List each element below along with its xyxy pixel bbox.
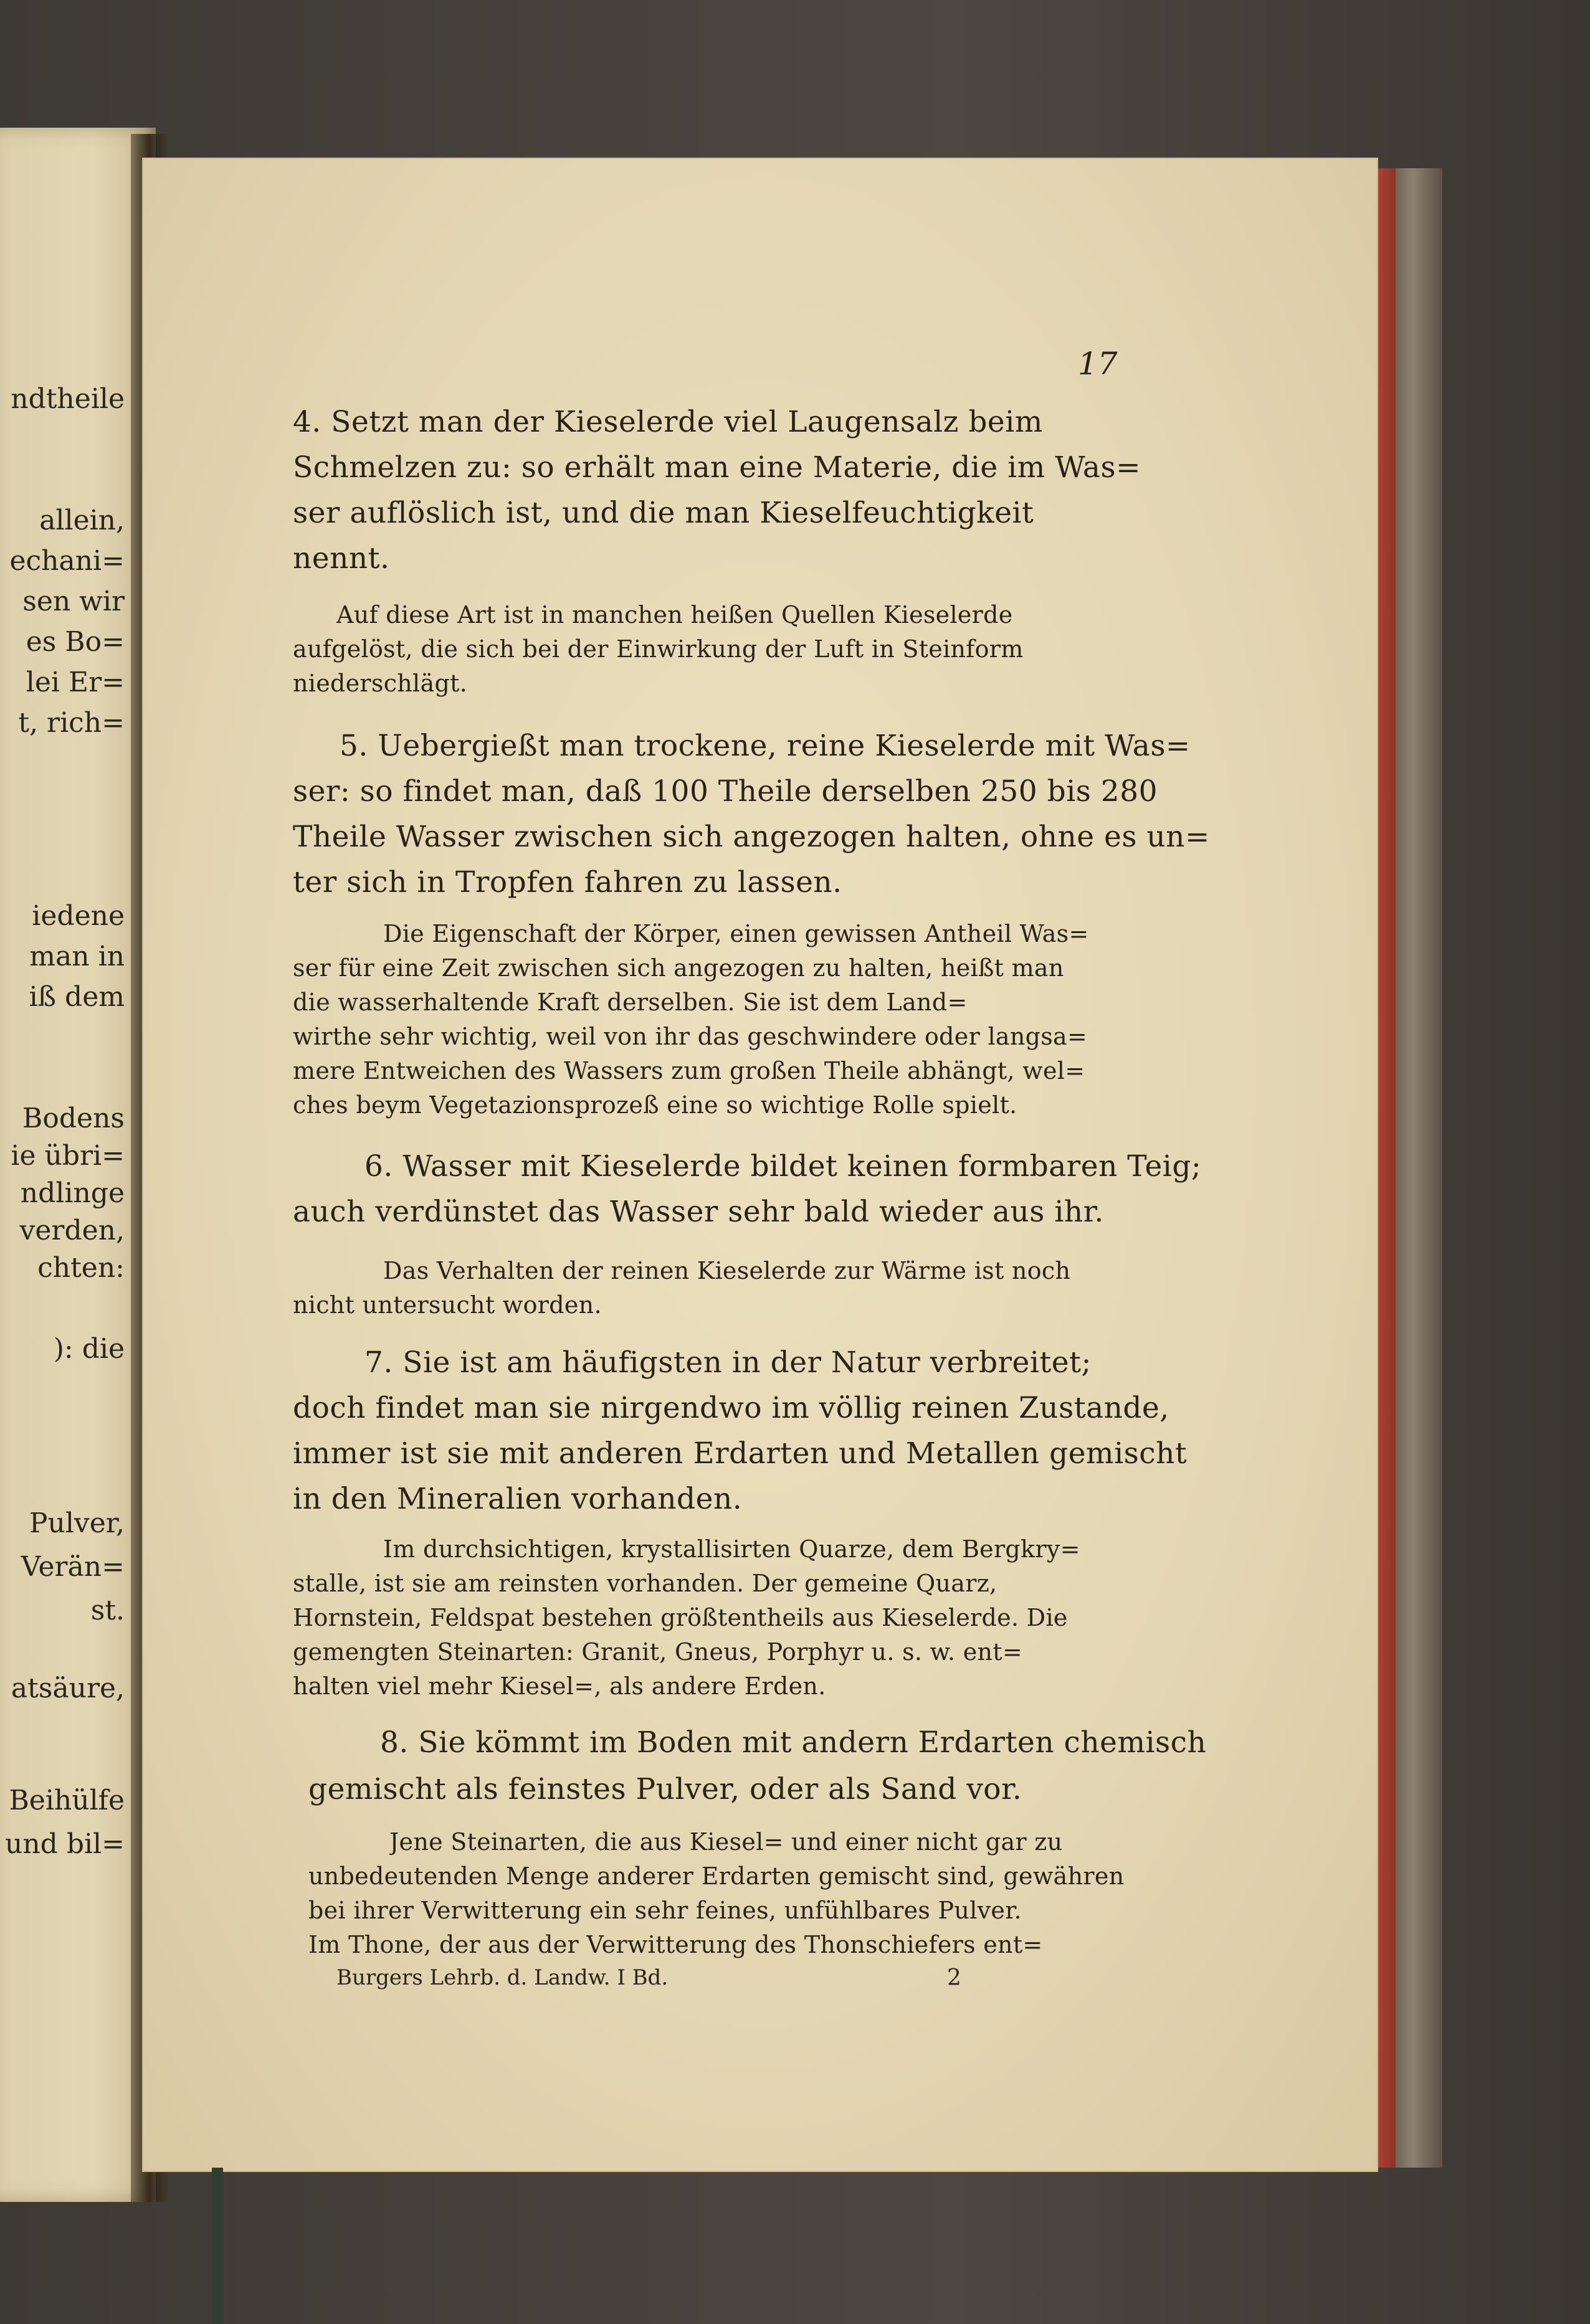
left-fragment: es Bo= (26, 626, 125, 658)
text-line: unbedeutenden Menge anderer Erdarten gemischt sind, gewähren (308, 1862, 1125, 1890)
left-fragment: ): die (53, 1333, 125, 1365)
left-fragment: st. (90, 1595, 125, 1626)
text-line: halten viel mehr Kiesel=, als andere Erden. (293, 1672, 826, 1700)
text-line: niederschlägt. (293, 670, 468, 697)
text-line: Hornstein, Feldspat bestehen größtentheils aus Kieselerde. Die (293, 1604, 1068, 1631)
text-line: 7. Sie ist am häufigsten in der Natur verbreitet; (364, 1345, 1092, 1380)
left-fragment: sen wir (22, 586, 125, 617)
left-fragment: ie übri= (11, 1140, 125, 1172)
book-cover-board (1392, 168, 1442, 2168)
text-line: Im Thone, der aus der Verwitterung des Thonschiefers ent= (308, 1931, 1043, 1958)
text-line: 5. Uebergießt man trockene, reine Kieselerde mit Was= (340, 729, 1191, 763)
text-line: stalle, ist sie am reinsten vorhanden. Der gemeine Quarz, (293, 1570, 997, 1597)
left-fragment: Beihülfe (9, 1785, 125, 1816)
text-line: 4. Setzt man der Kieselerde viel Laugensalz beim (293, 405, 1043, 439)
left-fragment: allein, (39, 505, 125, 536)
text-line: ter sich in Tropfen fahren zu lassen. (293, 865, 842, 899)
left-fragment: Pulver, (29, 1507, 125, 1539)
text-line: mere Entweichen des Wassers zum großen Theile abhängt, wel= (293, 1057, 1085, 1084)
text-line: ches beym Vegetazionsprozeß eine so wichtige Rolle spielt. (293, 1091, 1017, 1119)
text-line: Im durchsichtigen, krystallisirten Quarze, dem Bergkry= (383, 1535, 1080, 1563)
left-fragment: Bodens (22, 1103, 125, 1134)
left-fragment: man in (29, 941, 125, 972)
text-line: ser: so findet man, daß 100 Theile derselben 250 bis 280 (293, 774, 1158, 809)
text-line: immer ist sie mit anderen Erdarten und Metallen gemischt (293, 1436, 1188, 1471)
left-fragment: Verän= (21, 1551, 125, 1583)
text-line: Schmelzen zu: so erhält man eine Materie, die im Was= (293, 450, 1141, 485)
text-line: 6. Wasser mit Kieselerde bildet keinen formbaren Teig; (364, 1149, 1202, 1183)
text-line: bei ihrer Verwitterung ein sehr feines, unfühlbares Pulver. (308, 1897, 1022, 1924)
left-fragment: iß dem (29, 981, 125, 1013)
text-line: aufgelöst, die sich bei der Einwirkung der Luft in Steinform (293, 635, 1024, 663)
page-body (143, 159, 1377, 2171)
text-line: nicht untersucht worden. (293, 1291, 602, 1319)
signature-mark: 2 (947, 1965, 961, 1991)
text-line: doch findet man sie nirgendwo im völlig reinen Zustande, (293, 1391, 1169, 1425)
text-line: ser auflöslich ist, und die man Kieselfeuchtigkeit (293, 496, 1034, 530)
left-fragment: und bil= (4, 1828, 125, 1860)
left-fragment: chten: (37, 1252, 125, 1284)
left-fragment: verden, (19, 1215, 125, 1246)
text-line: 8. Sie kömmt im Boden mit andern Erdarten chemisch (380, 1725, 1207, 1760)
left-fragment: atsäure, (11, 1672, 125, 1704)
text-line: Die Eigenschaft der Körper, einen gewissen Antheil Was= (383, 920, 1089, 947)
left-fragment: t, rich= (18, 707, 125, 739)
text-line: in den Mineralien vorhanden. (293, 1482, 743, 1516)
page-17 (143, 159, 1377, 2171)
bookmark-ribbon (212, 2168, 223, 2324)
text-line: auch verdünstet das Wasser sehr bald wieder aus ihr. (293, 1195, 1104, 1229)
left-fragment: iedene (32, 900, 125, 932)
left-fragment: lei Er= (26, 666, 125, 698)
text-line: gemengten Steinarten: Granit, Gneus, Porphyr u. s. w. ent= (293, 1638, 1022, 1666)
left-fragment: echani= (9, 545, 125, 577)
page-number: 17 (1078, 346, 1118, 382)
text-line: wirthe sehr wichtig, weil von ihr das geschwindere oder langsa= (293, 1023, 1088, 1050)
text-line: Auf diese Art ist in manchen heißen Quellen Kieselerde (336, 601, 1013, 628)
text-line: gemischt als feinstes Pulver, oder als Sand vor. (308, 1772, 1022, 1806)
left-fragment: ndtheile (11, 383, 125, 415)
text-line: die wasserhaltende Kraft derselben. Sie ist dem Land= (293, 989, 968, 1016)
text-line: Jene Steinarten, die aus Kiesel= und einer nicht gar zu (389, 1828, 1063, 1856)
running-footer: Burgers Lehrb. d. Landw. I Bd. (336, 1965, 669, 1990)
text-line: ser für eine Zeit zwischen sich angezogen zu halten, heißt man (293, 954, 1064, 982)
left-fragment: ndlinge (20, 1177, 125, 1209)
text-line: Theile Wasser zwischen sich angezogen halten, ohne es un= (293, 820, 1210, 854)
text-line: nennt. (293, 541, 390, 576)
text-line: Das Verhalten der reinen Kieselerde zur Wärme ist noch (383, 1257, 1071, 1284)
